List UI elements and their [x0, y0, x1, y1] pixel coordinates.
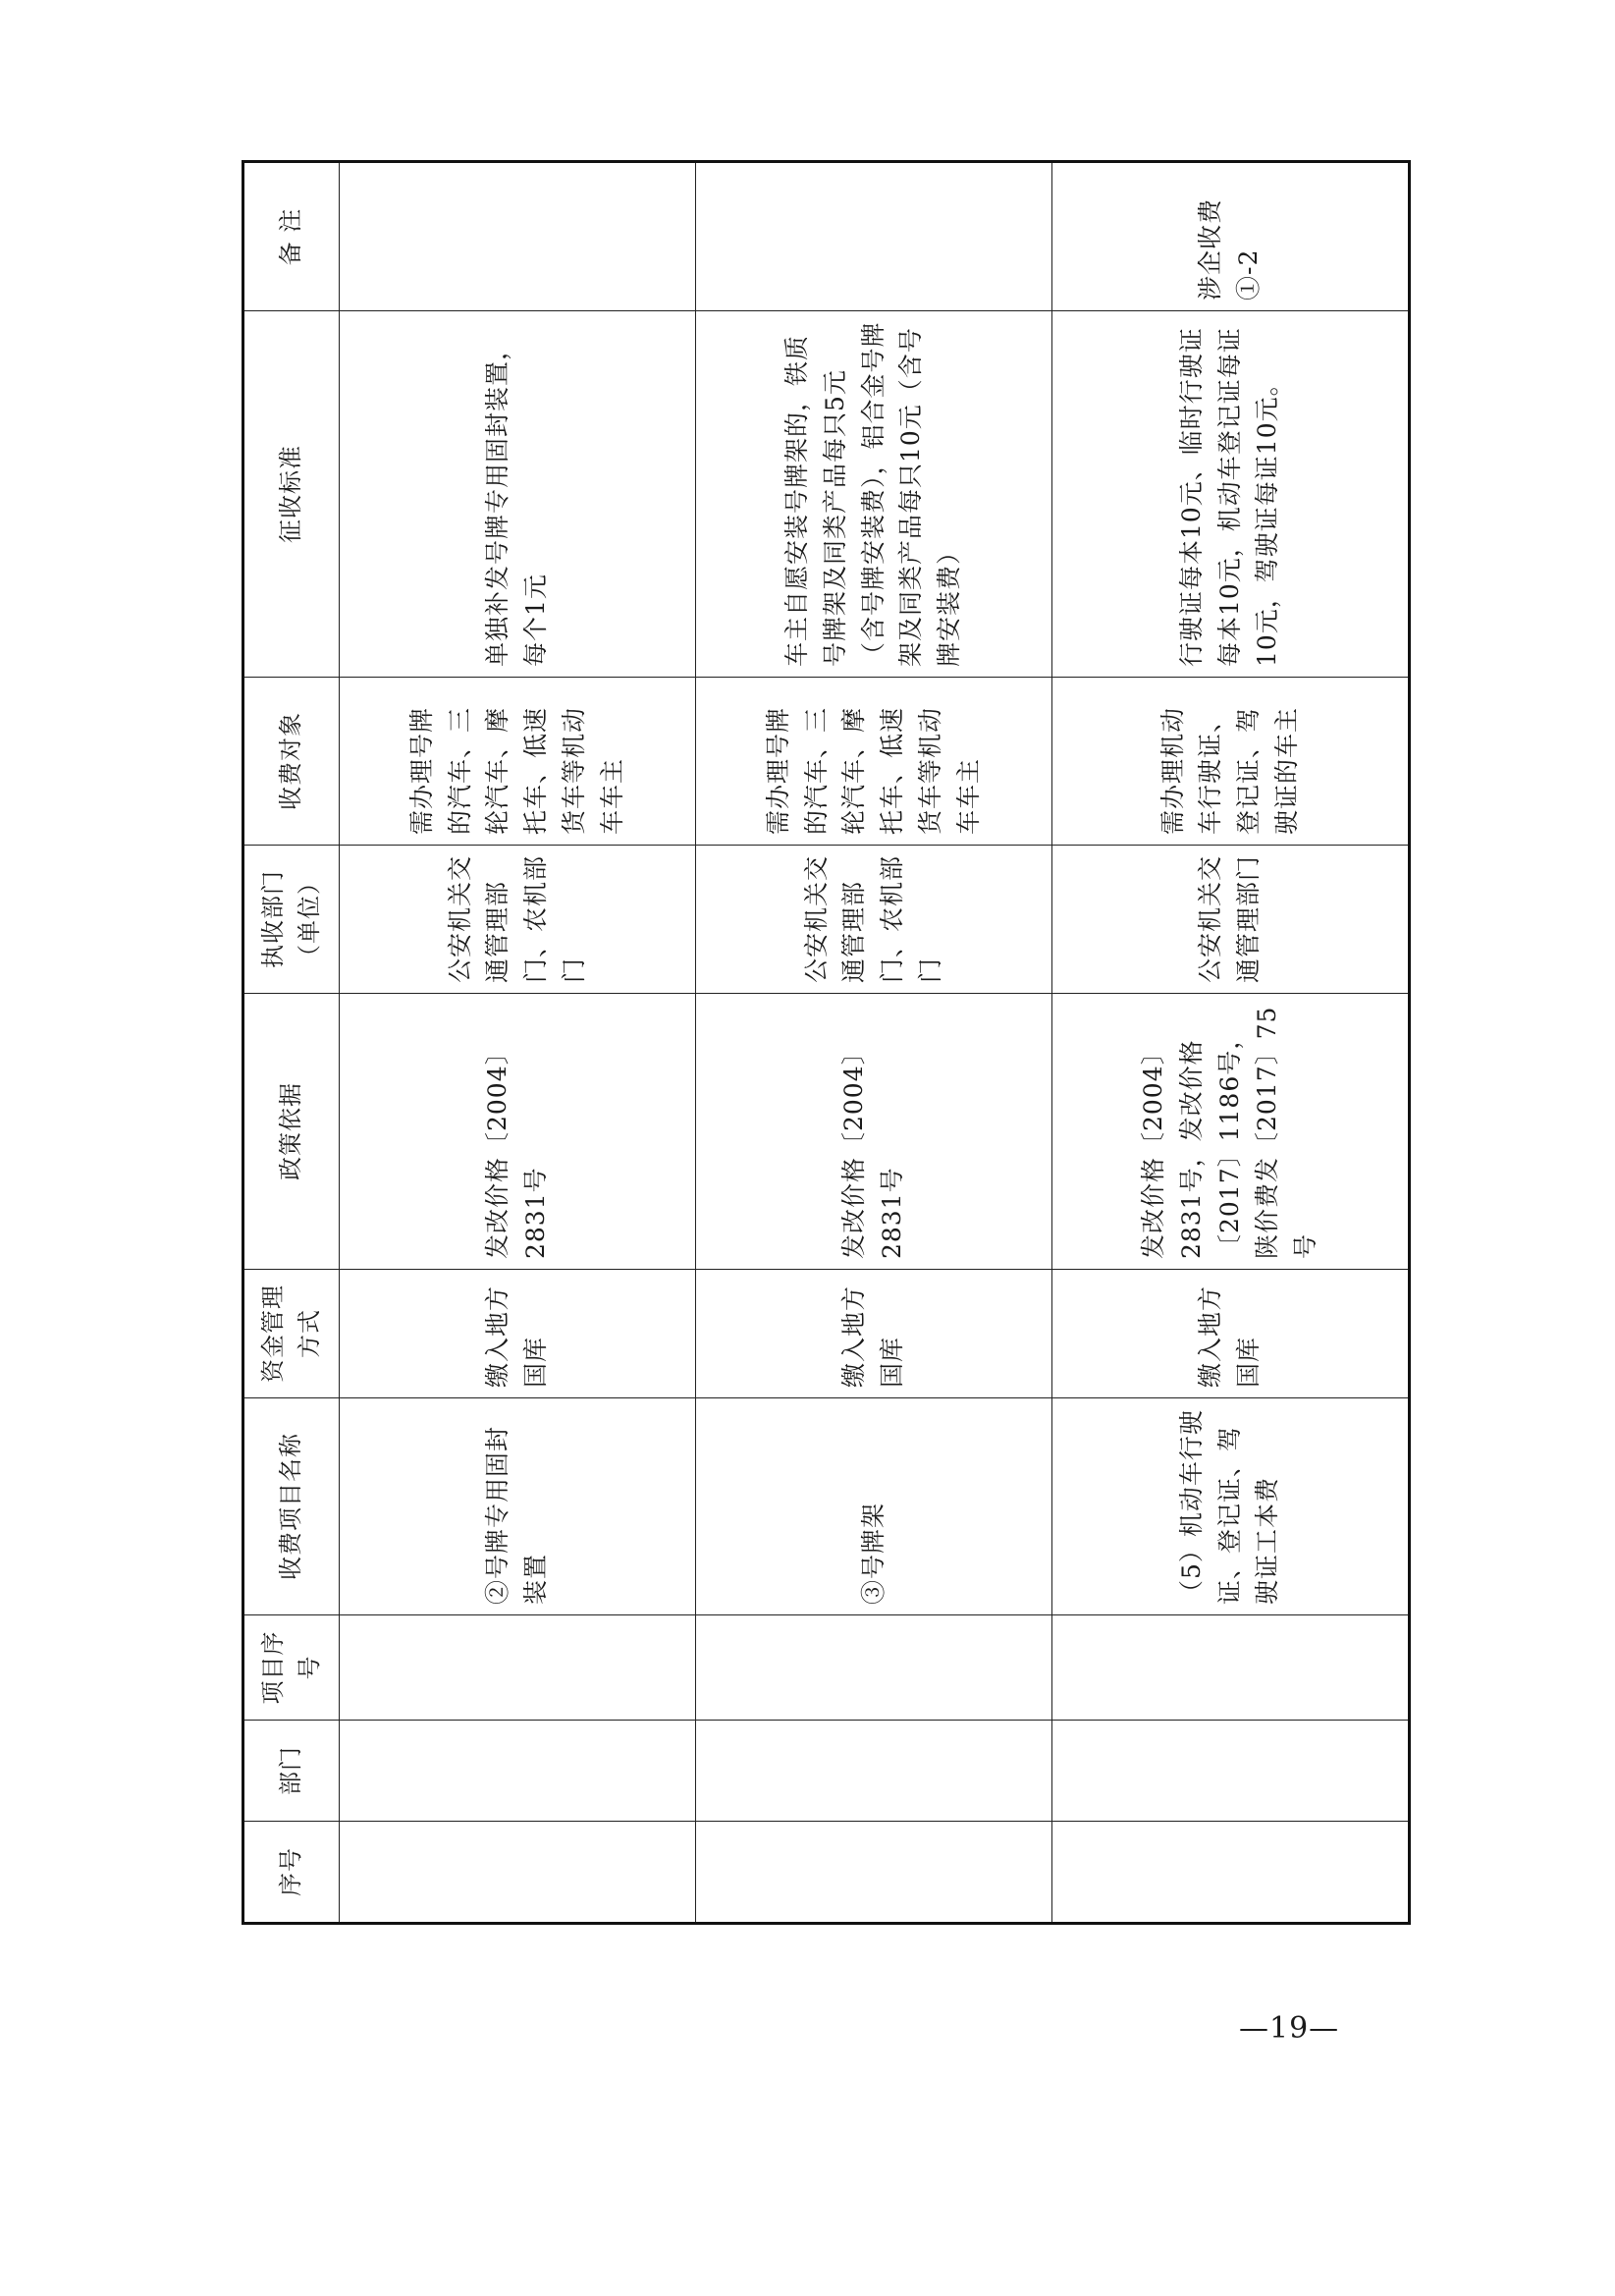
fee-table-rotated — [242, 197, 1371, 1925]
cell-note — [340, 162, 696, 311]
cell-dept — [696, 1721, 1052, 1822]
header-row — [243, 162, 340, 1924]
cell-exec-dept: 公安机关交通管理部门、农机部门 — [340, 846, 696, 994]
cell-standard: 行驶证每本10元、临时行驶证每本10元，机动车登记证每证10元，驾驶证每证10元。 — [1052, 311, 1410, 678]
cell-item-name: （5）机动车行驶证、登记证、驾驶证工本费 — [1052, 1398, 1410, 1615]
cell-item-name: ②号牌专用固封装置 — [340, 1398, 696, 1615]
fee-table — [242, 160, 1411, 1925]
cell-payer: 需办理号牌的汽车、三轮汽车、摩托车、低速货车等机动车车主 — [696, 678, 1052, 846]
cell-standard: 车主自愿安装号牌架的，铁质号牌架及同类产品每只5元（含号牌安装费），铝合金号牌架及同类产品每只10元（含号牌安装费） — [696, 311, 1052, 678]
header-item-no: 项目序号 — [243, 1615, 340, 1721]
cell-dept — [1052, 1721, 1410, 1822]
cell-dept — [340, 1721, 696, 1822]
header-fund-mgmt: 资金管理方式 — [243, 1270, 340, 1398]
table-row — [696, 162, 1052, 1924]
cell-item-no — [1052, 1615, 1410, 1721]
header-policy: 政策依据 — [243, 994, 340, 1270]
table-row — [340, 162, 696, 1924]
cell-payer: 需办理号牌的汽车、三轮汽车、摩托车、低速货车等机动车车主 — [340, 678, 696, 846]
cell-seq — [1052, 1822, 1410, 1924]
cell-exec-dept: 公安机关交通管理部门、农机部门 — [696, 846, 1052, 994]
header-payer: 收费对象 — [243, 678, 340, 846]
header-dept: 部门 — [243, 1721, 340, 1822]
cell-standard: 单独补发号牌专用固封装置，每个1元 — [340, 311, 696, 678]
cell-policy: 发改价格〔2004〕2831号 — [340, 994, 696, 1270]
cell-policy: 发改价格〔2004〕2831号，发改价格〔2017〕1186号，陕价费发〔2017〕75号 — [1052, 994, 1410, 1270]
header-standard: 征收标准 — [243, 311, 340, 678]
cell-item-name: ③号牌架 — [696, 1398, 1052, 1615]
cell-item-no — [696, 1615, 1052, 1721]
cell-seq — [696, 1822, 1052, 1924]
cell-fund-mgmt: 缴入地方国库 — [1052, 1270, 1410, 1398]
cell-fund-mgmt: 缴入地方国库 — [340, 1270, 696, 1398]
header-item-name: 收费项目名称 — [243, 1398, 340, 1615]
page-number: —19— — [1239, 2011, 1340, 2046]
cell-fund-mgmt: 缴入地方国库 — [696, 1270, 1052, 1398]
header-seq: 序号 — [243, 1822, 340, 1924]
cell-note: 涉企收费①-2 — [1052, 162, 1410, 311]
cell-payer: 需办理机动车行驶证、登记证、驾驶证的车主 — [1052, 678, 1410, 846]
cell-exec-dept: 公安机关交通管理部门 — [1052, 846, 1410, 994]
cell-seq — [340, 1822, 696, 1924]
header-exec-dept: 执收部门（单位） — [243, 846, 340, 994]
header-note: 备 注 — [243, 162, 340, 311]
table-row — [1052, 162, 1410, 1924]
cell-note — [696, 162, 1052, 311]
cell-policy: 发改价格〔2004〕2831号 — [696, 994, 1052, 1270]
cell-item-no — [340, 1615, 696, 1721]
